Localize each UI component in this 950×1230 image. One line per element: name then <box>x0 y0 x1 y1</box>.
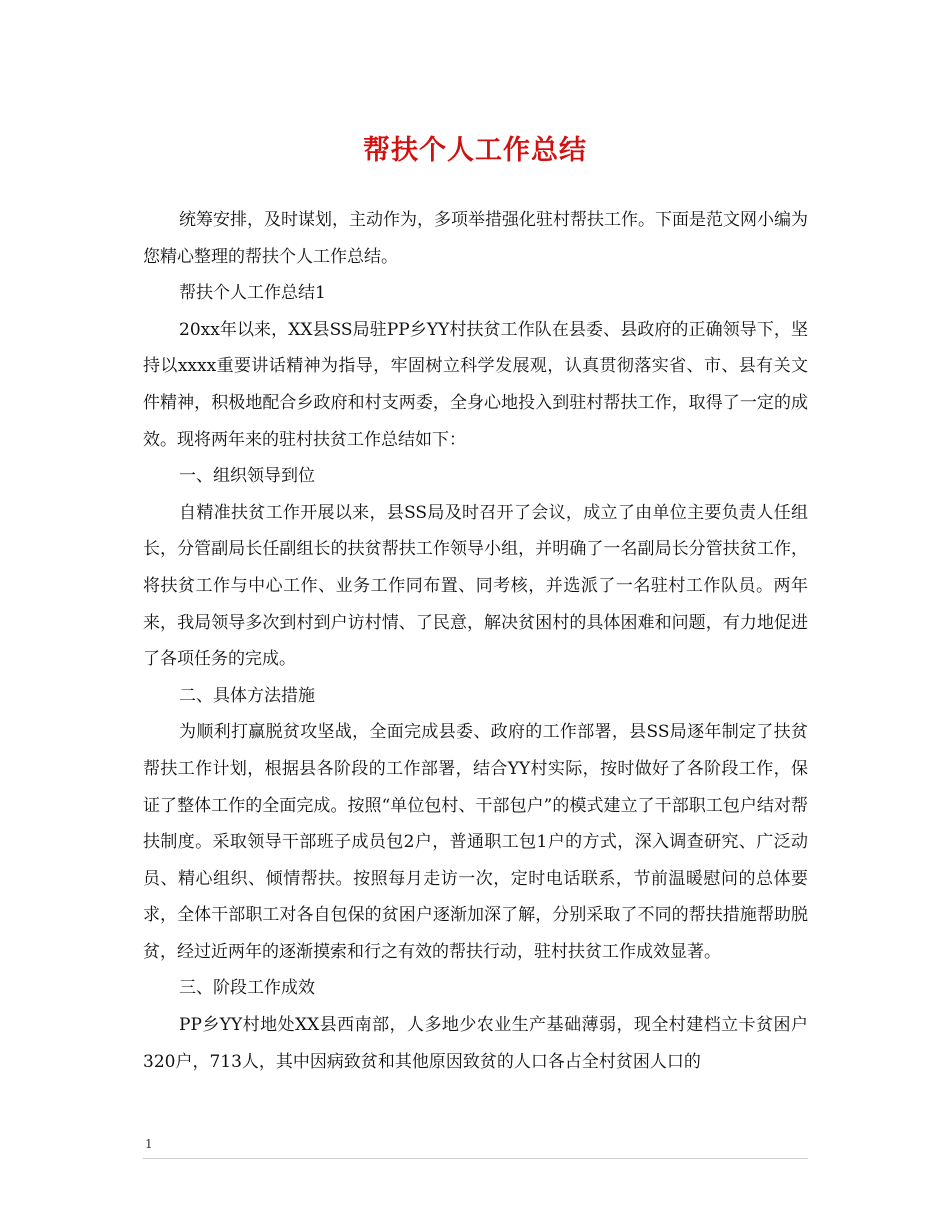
document-body <box>143 202 808 1080</box>
document-title: 帮扶个人工作总结 <box>363 135 587 166</box>
body-paragraph: PP乡YY村地处XX县西南部，人多地少农业生产基础薄弱，现全村建档立卡贫困户320户，713人，其中因病致贫和其他原因致贫的人口各占全村贫困人口的 <box>143 1015 808 1072</box>
body-paragraph: 自精准扶贫工作开展以来，县SS局及时召开了会议，成立了由单位主要负责人任组长，分管副局长任副组长的扶贫帮扶工作领导小组，并明确了一名副局长分管扶贫工作，将扶贫工作与中心工作、业务工作同布置、同考核，并选派了一名驻村工作队员。两年来，我局领导多次到村到户访村情、了民意，解决贫困村的具体困难和问题，有力地促进了各项任务的完成。 <box>143 502 808 670</box>
section-heading: 三、阶段工作成效 <box>179 978 315 999</box>
footer-divider <box>143 1158 808 1159</box>
intro-paragraph: 统筹安排，及时谋划，主动作为，多项举措强化驻村帮扶工作。下面是范文网小编为您精心整理的帮扶个人工作总结。 <box>143 210 808 267</box>
body-paragraph: 为顺利打赢脱贫攻坚战，全面完成县委、政府的工作部署，县SS局逐年制定了扶贫帮扶工作计划，根据县各阶段的工作部署，结合YY村实际，按时做好了各阶段工作，保证了整体工作的全面完成。按照“单位包村、干部包户”的模式建立了干部职工包户结对帮扶制度。采取领导干部班子成员包2户，普通职工包1户的方式，深入调查研究、广泛动员、精心组织、倾情帮扶。按照每月走访一次，定时电话联系，节前温暖慰问的总体要求，全体干部职工对各自包保的贫困户逐渐加深了解，分别采取了不同的帮扶措施帮助脱贫，经过近两年的逐渐摸索和行之有效的帮扶行动，驻村扶贫工作成效显著。 <box>143 722 808 962</box>
section-heading: 二、具体方法措施 <box>179 685 315 706</box>
body-paragraph: 20xx年以来，XX县SS局驻PP乡YY村扶贫工作队在县委、县政府的正确领导下，坚持以xxxx重要讲话精神为指导，牢固树立科学发展观，认真贯彻落实省、市、县有关文件精神，积极地配合乡政府和村支两委，全身心地投入到驻村帮扶工作，取得了一定的成效。现将两年来的驻村扶贫工作总结如下： <box>143 319 808 450</box>
section-heading-summary-1: 帮扶个人工作总结1 <box>179 283 326 304</box>
section-heading: 一、组织领导到位 <box>179 466 315 487</box>
page-number: 1 <box>145 1137 153 1151</box>
